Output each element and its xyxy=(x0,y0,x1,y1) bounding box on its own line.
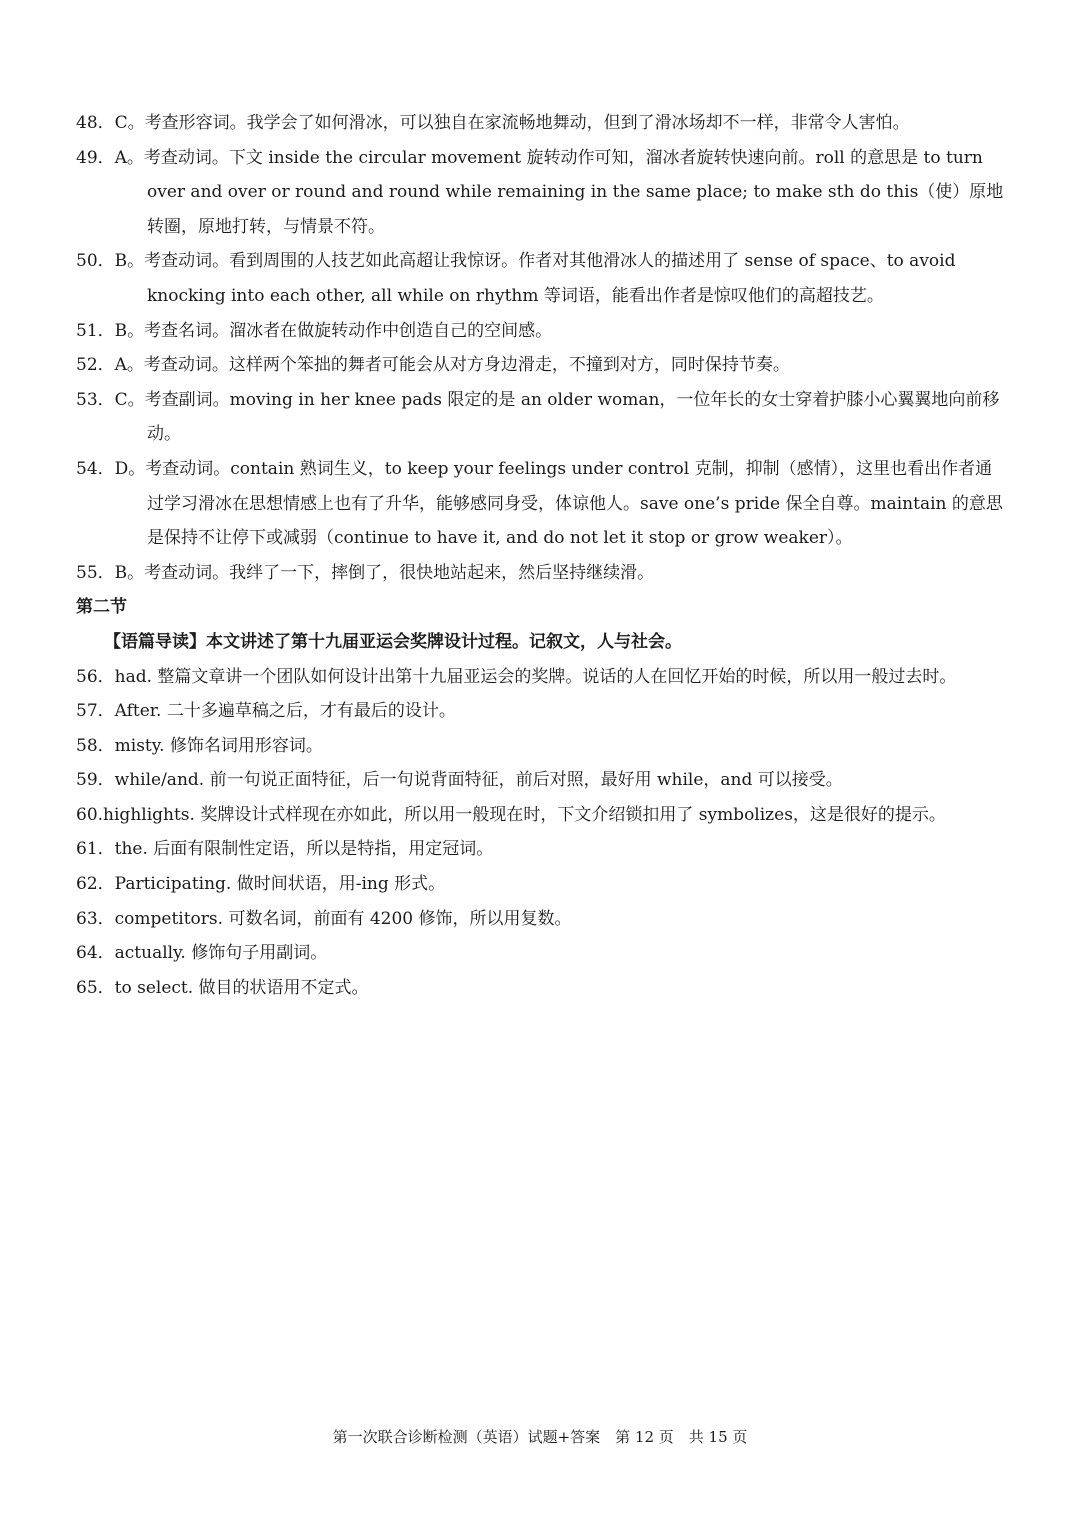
passage-intro: 【语篇导读】本文讲述了第十九届亚运会奖牌设计过程。记叙文，人与社会。 xyxy=(104,631,682,652)
item-text: the. 后面有限制性定语，所以是特指，用定冠词。 xyxy=(114,839,494,860)
answer-item-53 xyxy=(76,383,1006,452)
item-text: to select. 做目的状语用不定式。 xyxy=(114,977,369,998)
item-text: misty. 修饰名词用形容词。 xyxy=(114,735,323,756)
item-number: 51． xyxy=(76,320,115,341)
answer-item-54 xyxy=(76,452,1006,556)
item-text: competitors. 可数名词，前面有 4200 修饰，所以用复数。 xyxy=(114,908,572,929)
answer-item-59 xyxy=(76,763,1006,798)
item-number: 48． xyxy=(76,113,115,133)
answer-item-48 xyxy=(76,106,1006,141)
answer-item-61 xyxy=(76,832,1006,867)
item-text: B。考查名词。溜冰者在做旋转动作中创造自己的空间感。 xyxy=(114,320,553,341)
item-number: 62． xyxy=(76,874,115,895)
item-number: 50． xyxy=(76,251,115,272)
page-footer: 第一次联合诊断检测（英语）试题+答案 第 12 页 共 15 页 xyxy=(332,1428,748,1446)
answer-item-64 xyxy=(76,936,1006,971)
item-number: 64． xyxy=(76,943,115,964)
item-text: D。考查动词。contain 熟词生义，to keep your feelings under control 克制，抑制（感情），这里也看出作者通过学习滑冰在思想情感上也有了升华，能够感同身受，体谅他人。save one’s pride 保全自尊。maintain 的意思是保持不让停下或减弱（continue to have it, and do not let it stop or grow weaker）。 xyxy=(114,458,1003,549)
item-number: 53． xyxy=(76,389,115,410)
answer-item-58 xyxy=(76,729,1006,764)
item-text: had. 整篇文章讲一个团队如何设计出第十九届亚运会的奖牌。说话的人在回忆开始的时候，所以用一般过去时。 xyxy=(114,666,957,687)
item-number: 65． xyxy=(76,977,115,998)
answer-item-56 xyxy=(76,660,1006,695)
item-text: B。考查动词。我绊了一下，摔倒了，很快地站起来，然后坚持继续滑。 xyxy=(114,562,655,583)
item-text: B。考查动词。看到周围的人技艺如此高超让我惊讶。作者对其他滑冰人的描述用了 sense of space、to avoid knocking into each other, all while on rhythm 等词语，能看出作者是惊叹他们的高超技艺。 xyxy=(114,251,956,306)
item-text: while/and. 前一句说正面特征，后一句说背面特征，前后对照，最好用 while，and 可以接受。 xyxy=(114,770,843,791)
item-number: 56． xyxy=(76,666,115,687)
section-title: 第二节 xyxy=(76,597,127,618)
item-number: 59． xyxy=(76,770,115,791)
item-text: C。考查副词。moving in her knee pads 限定的是 an older woman，一位年长的女士穿着护膝小心翼翼地向前移动。 xyxy=(114,389,1000,445)
item-text: actually. 修饰句子用副词。 xyxy=(114,943,328,964)
item-text: A。考查动词。这样两个笨拙的舞者可能会从对方身边滑走，不撞到对方，同时保持节奏。 xyxy=(114,355,790,376)
item-text: A。考查动词。下文 inside the circular movement 旋转动作可知，溜冰者旋转快速向前。roll 的意思是 to turn over and over or round and round while remaining in the same place; to make sth do this（使）原地转圈，原地打转，与情景不符。 xyxy=(114,147,1004,237)
item-number: 57． xyxy=(76,701,115,722)
item-text: Participating. 做时间状语，用-ing 形式。 xyxy=(114,874,446,895)
answer-item-50 xyxy=(76,244,1006,313)
item-number: 58． xyxy=(76,735,115,756)
item-number: 49． xyxy=(76,147,115,168)
item-number: 60. xyxy=(76,804,104,825)
answer-item-62 xyxy=(76,867,1006,902)
answer-item-63 xyxy=(76,902,1006,937)
answer-item-57 xyxy=(76,694,1006,729)
answer-content xyxy=(76,106,1006,1005)
item-number: 54． xyxy=(76,458,115,479)
answer-item-55 xyxy=(76,556,1006,591)
item-number: 52． xyxy=(76,355,115,376)
item-number: 63． xyxy=(76,908,115,929)
answer-item-60 xyxy=(76,798,1006,833)
answer-item-51 xyxy=(76,314,1006,349)
answer-item-65 xyxy=(76,971,1006,1006)
item-text: C。考查形容词。我学会了如何滑冰，可以独自在家流畅地舞动，但到了滑冰场却不一样，非常令人害怕。 xyxy=(114,113,910,133)
item-number: 55． xyxy=(76,562,115,583)
answer-item-52 xyxy=(76,348,1006,383)
item-number: 61． xyxy=(76,839,115,860)
item-text: After. 二十多遍草稿之后，才有最后的设计。 xyxy=(114,701,456,722)
answer-item-49 xyxy=(76,141,1006,245)
item-text: highlights. 奖牌设计式样现在亦如此，所以用一般现在时，下文介绍锁扣用了 symbolizes，这是很好的提示。 xyxy=(103,804,946,825)
